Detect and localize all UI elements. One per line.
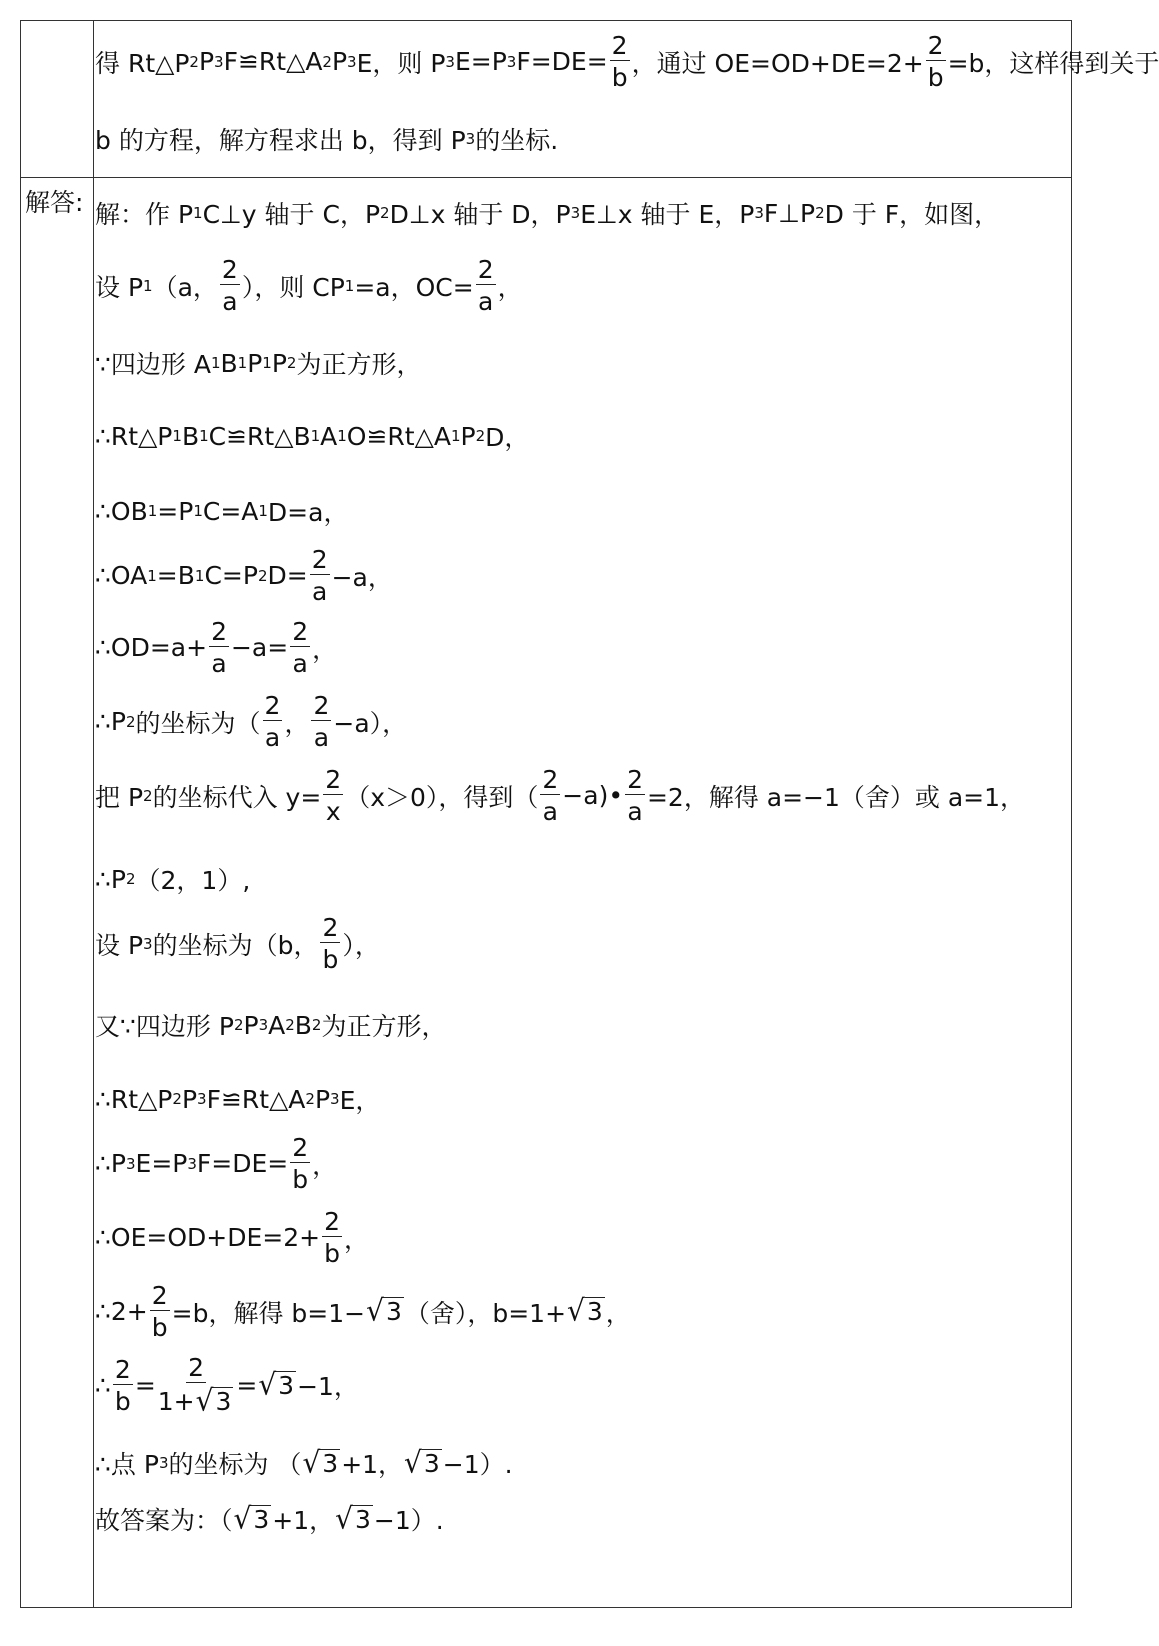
solution-line-12: 又∵四边形 P 2 P 3 A 2 B 2 为正方形，: [95, 1010, 447, 1041]
fraction: $\frac{2}{a}$: [221, 255, 238, 316]
fraction: $\frac{2}{b}$: [324, 1207, 340, 1268]
square-root: √ 3: [335, 1500, 371, 1536]
fraction: $\frac{2}{a}$: [264, 691, 281, 752]
fraction: $\frac{2}{a}$: [542, 765, 559, 826]
square-root: √ 3: [258, 1367, 295, 1402]
solution-line-6: ∴OA 1 =B 1 C=P 2 D= $\frac{2}{a}$ −a，: [95, 545, 393, 606]
fraction: $\frac{2}{b}$: [292, 1133, 309, 1194]
solution-line-10: ∴P 2 （2，1）,: [95, 864, 251, 895]
answer-label: 解答:: [25, 188, 84, 217]
solution-line-17: ∴ $\frac{2}{b}$ = 2 1+ √ 3 = √ 3 −1，: [95, 1353, 359, 1418]
row-divider: [21, 177, 1071, 178]
analysis-line-1: 得 Rt△P 2 P 3 F≌Rt△A 2 P 3 E，则 P 3 E=P 3 F=DE= $\frac{2}{b}$ ，通过 OE=OD+DE=2+ $\frac{2}{b}$ =b，这样得到关于: [95, 31, 1159, 92]
fraction: $\frac{2}{b}$: [322, 913, 339, 974]
solution-line-5: ∴OB 1 =P 1 C=A 1 D=a，: [95, 496, 349, 527]
solution-line-18: ∴点 P 3 的坐标为 （ √ 3 +1， √ 3 −1）.: [95, 1444, 513, 1480]
fraction: $\frac{2}{b}$: [611, 31, 628, 92]
fraction: 2 1+ √ 3: [157, 1353, 232, 1418]
column-divider: [93, 21, 94, 1607]
fraction: $\frac{2}{x}$: [325, 765, 342, 826]
square-root: √ 3: [366, 1293, 402, 1329]
fraction: $\frac{2}{a}$: [627, 765, 643, 826]
solution-line-15: ∴OE=OD+DE=2+ $\frac{2}{b}$ ，: [95, 1207, 369, 1268]
fraction: $\frac{2}{a}$: [292, 617, 309, 678]
square-root: √ 3: [195, 1383, 232, 1418]
solution-line-2: 设 P 1 （a， $\frac{2}{a}$ ），则 CP 1 =a，OC= $\frac{2}{a}$ ，: [95, 255, 523, 316]
solution-line-1: 解：作 P 1 C⊥y 轴于 C，P 2 D⊥x 轴于 D，P 3 E⊥x 轴于 E，P 3 F⊥P 2 D 于 F，如图，: [95, 198, 1000, 229]
solution-line-13: ∴Rt△P 2 P 3 F≌Rt△A 2 P 3 E，: [95, 1084, 381, 1115]
final-answer-line: 故答案为：（ √ 3 +1， √ 3 −1）.: [95, 1500, 444, 1536]
solution-line-11: 设 P 3 的坐标为（b， $\frac{2}{b}$ ），: [95, 913, 380, 974]
square-root: √ 3: [302, 1444, 339, 1480]
solution-line-14: ∴P 3 E=P 3 F=DE= $\frac{2}{b}$ ，: [95, 1133, 338, 1194]
square-root: √ 3: [567, 1293, 603, 1329]
solution-line-16: ∴2+ $\frac{2}{b}$ =b，解得 b=1− √ 3 （舍），b=1+ √ 3 ，: [95, 1281, 631, 1342]
analysis-line-2: b 的方程，解方程求出 b，得到 P 3 的坐标.: [95, 126, 559, 155]
fraction: $\frac{2}{b}$: [927, 31, 944, 92]
solution-line-4: ∴Rt△P 1 B 1 C≌Rt△B 1 A 1 O≌Rt△A 1 P 2 D，: [95, 421, 530, 452]
fraction: $\frac{2}{a}$: [311, 545, 328, 606]
solution-line-7: ∴OD=a+ $\frac{2}{a}$ −a= $\frac{2}{a}$ ，: [95, 617, 338, 678]
solution-line-8: ∴P 2 的坐标为（ $\frac{2}{a}$ ， $\frac{2}{a}$ −a），: [95, 691, 408, 752]
fraction: $\frac{2}{a}$: [211, 617, 227, 678]
fraction: $\frac{2}{a}$: [477, 255, 494, 316]
solution-line-9: 把 P 2 的坐标代入 y= $\frac{2}{x}$ （x＞0），得到（ $\frac{2}{a}$ −a)• $\frac{2}{a}$ =2，解得 a=−1（舍）或 a=1，: [95, 765, 1026, 826]
fraction: $\frac{2}{b}$: [151, 1281, 168, 1342]
solution-table: [20, 20, 1159, 1608]
square-root: √ 3: [233, 1500, 270, 1536]
fraction: $\frac{2}{a}$: [313, 691, 330, 752]
solution-line-3: ∵四边形 A 1 B 1 P 1 P 2 为正方形，: [95, 348, 422, 379]
fraction: $\frac{2}{b}$: [114, 1354, 131, 1416]
square-root: √ 3: [404, 1444, 440, 1480]
